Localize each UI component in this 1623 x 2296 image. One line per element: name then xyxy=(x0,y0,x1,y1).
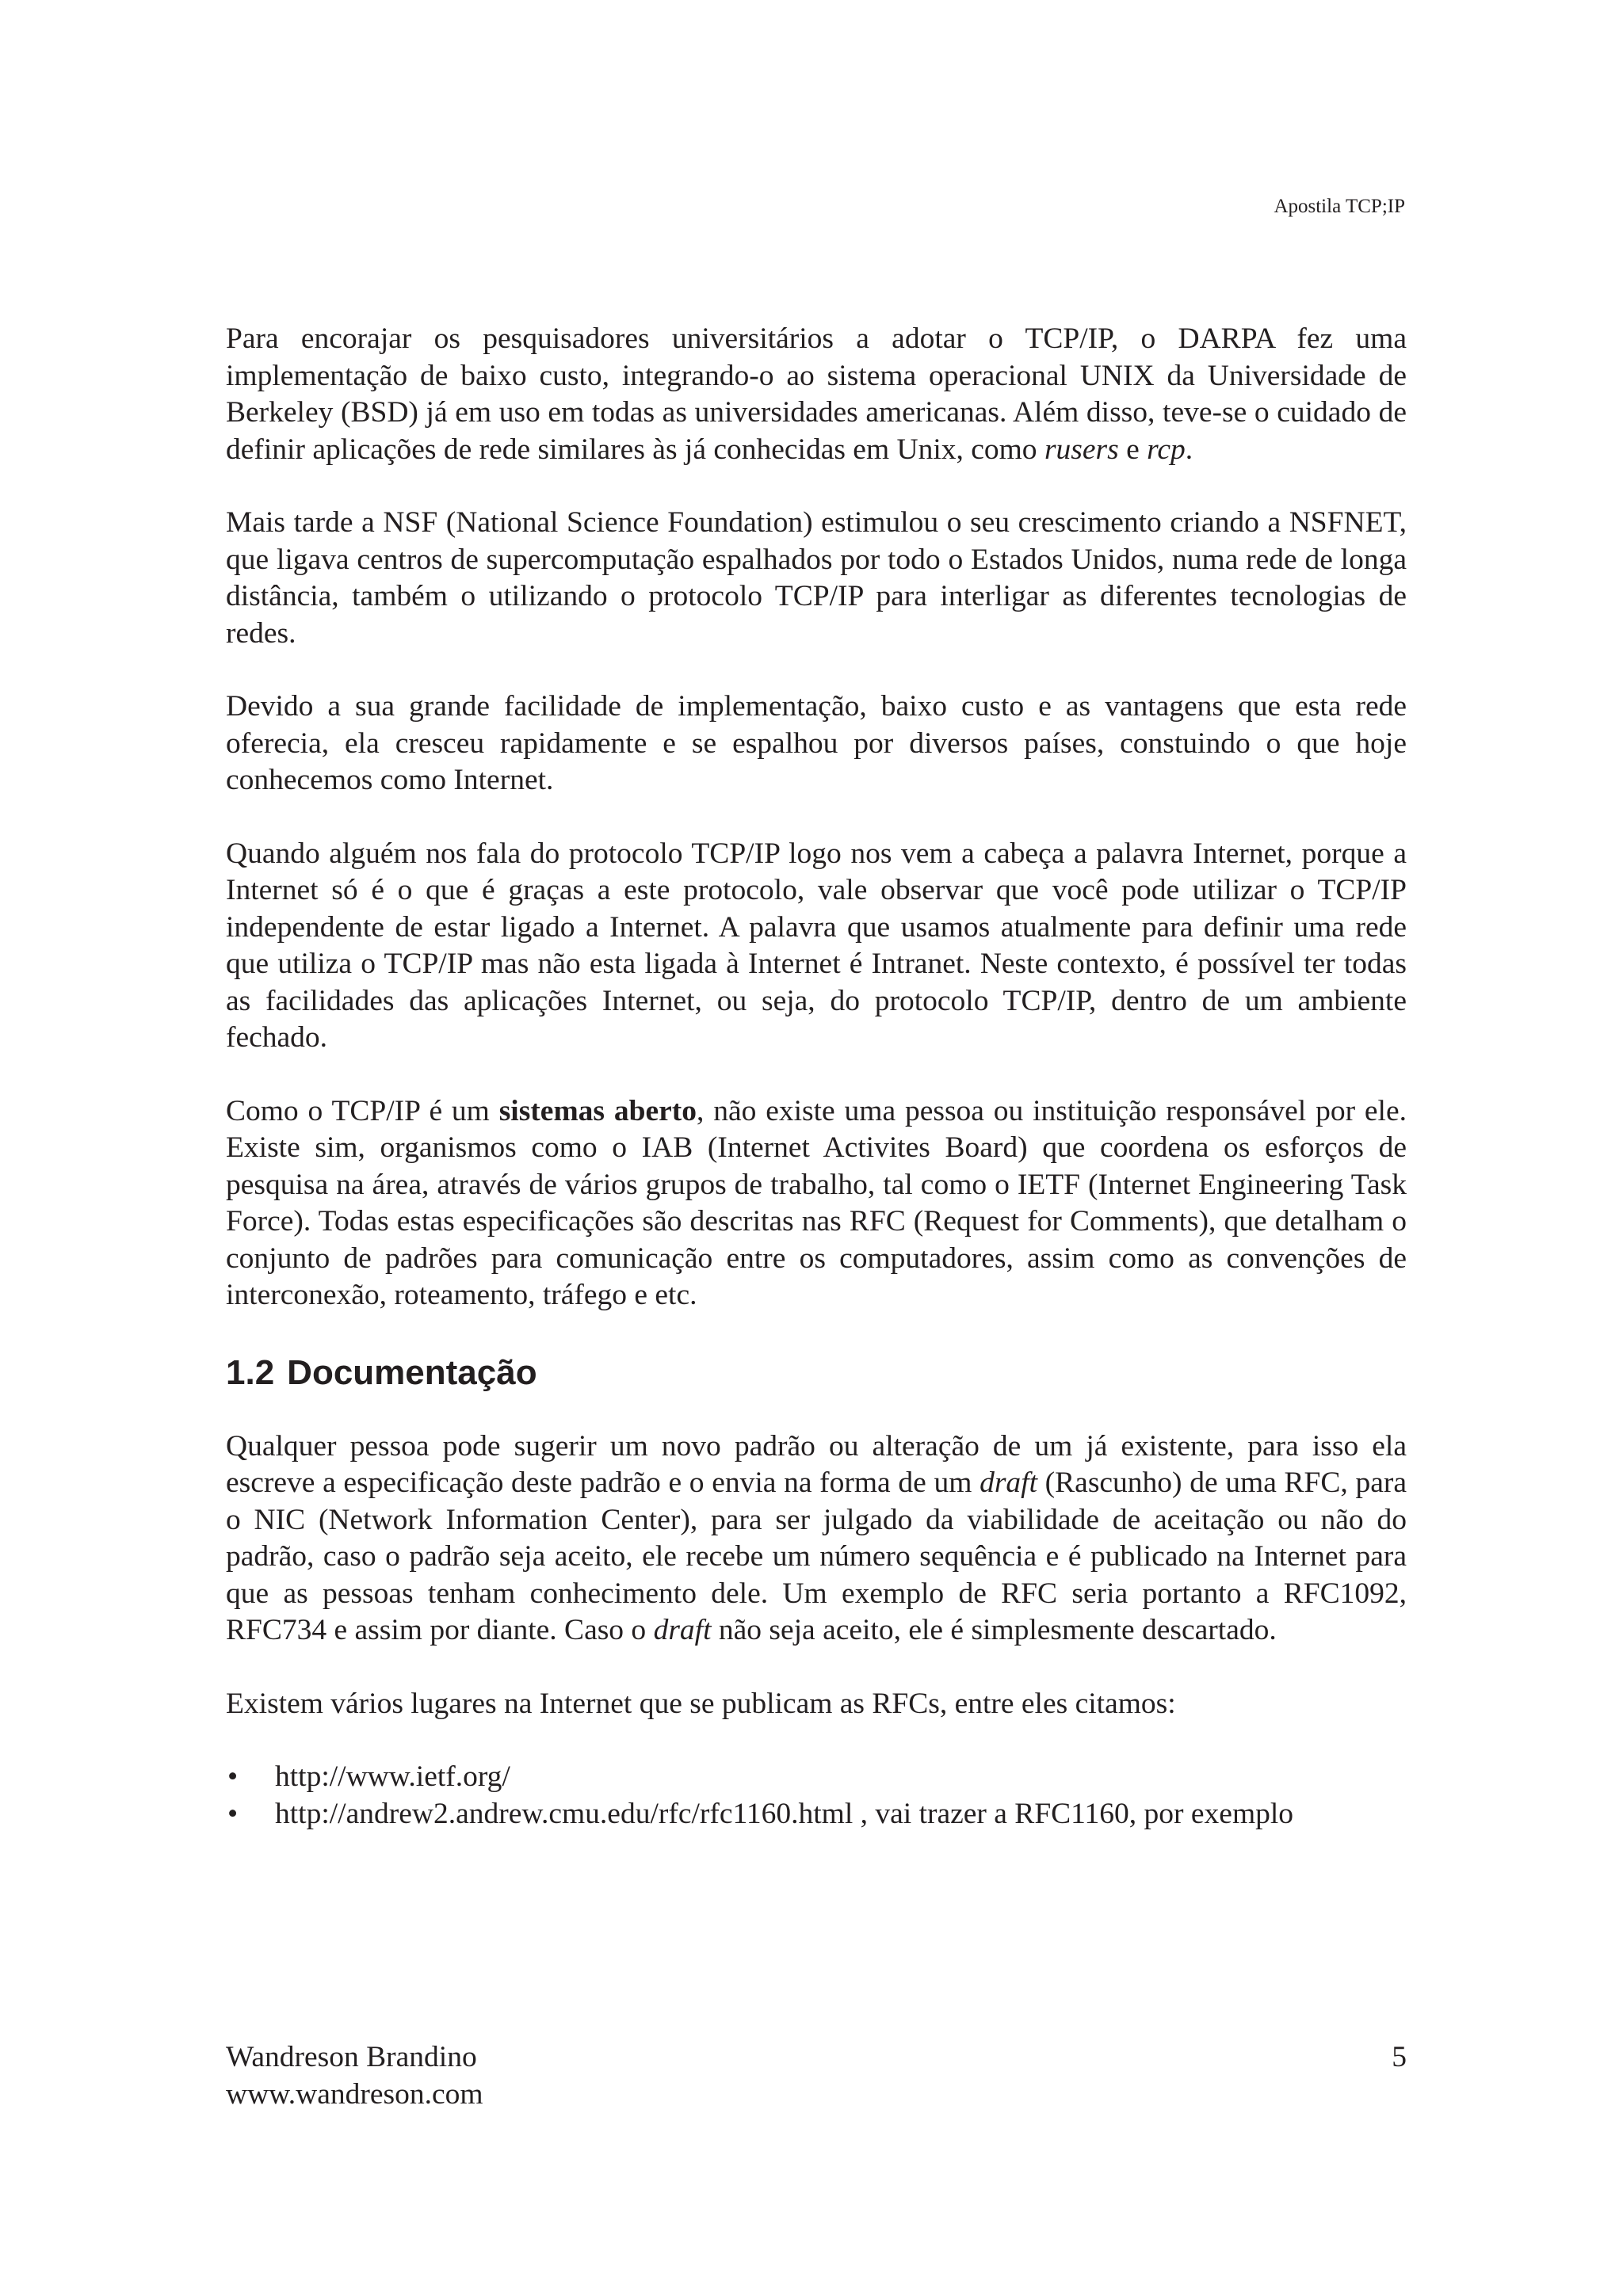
bold-open-system: sistemas aberto xyxy=(498,1094,697,1127)
emphasis-draft: draft xyxy=(980,1466,1037,1499)
paragraph-text: . xyxy=(1185,433,1193,466)
paragraph-text: Qualquer pessoa pode sugerir um novo padrão ou alteração de um já existente, para isso ela escreve a especificação deste padrão e o envia na forma de um xyxy=(226,1429,1407,1499)
paragraph-open-system xyxy=(226,1093,1407,1314)
emphasis-draft: draft xyxy=(653,1614,712,1646)
paragraph-rfc-process xyxy=(226,1428,1407,1650)
paragraph-darpa xyxy=(226,321,1407,468)
paragraph-text: , não existe uma pessoa ou instituição responsável por ele. Existe sim, organismos como o IAB (Internet Activites Board) que coordena os esforços de pesquisa na área, através de vários grupos de trabalho, tal como o IETF (Internet Engineering Task Force). Todas estas especificações são descritas nas RFC (Request for Comments), que detalham o conjunto de padrões para comunicação entre os computadores, assim como as convenções de interconexão, roteamento, tráfego e etc. xyxy=(226,1094,1407,1311)
paragraph-internet: Quando alguém nos fala do protocolo TCP/IP logo nos vem a cabeça a palavra Internet, porque a Internet só é o que é graças a este protocolo, vale observar que você pode utilizar o TCP/IP independente de estar ligado a Internet. A palavra que usamos atualmente para definir uma rede que utiliza o TCP/IP mas não esta ligada à Internet é Intranet. Neste contexto, é possível ter todas as facilidades das aplicações Internet, ou seja, do protocolo TCP/IP, dentro de um ambiente fechado. xyxy=(226,837,1407,1054)
emphasis-rcp: rcp xyxy=(1147,433,1186,466)
list-item xyxy=(226,1759,1407,1796)
paragraph-growth: Devido a sua grande facilidade de implementação, baixo custo e as vantagens que esta rede oferecia, ela cresceu rapidamente e se espalhou por diversos países, constuindo o que hoje conhecemos como Internet. xyxy=(226,690,1407,796)
paragraph-text: não seja aceito, ele é simplesmente descartado. xyxy=(711,1614,1277,1646)
bullet-icon: • xyxy=(227,1760,239,1793)
paragraph-text: Para encorajar os pesquisadores universitários a adotar o TCP/IP, o DARPA fez uma implementação de baixo custo, integrando-o ao sistema operacional UNIX da Universidade de Berkeley (BSD) já em uso em todas as universidades americanas. Além disso, teve-se o cuidado de definir aplicações de rede similares às já conhecidas em Unix, como xyxy=(226,322,1407,466)
list-item xyxy=(226,1796,1407,1833)
section-number: 1.2 xyxy=(226,1352,275,1392)
footer-author: Wandreson Brandino xyxy=(226,2041,477,2073)
rfc-link-list xyxy=(226,1759,1407,1833)
emphasis-rusers: rusers xyxy=(1044,433,1119,466)
paragraph-rfc-places: Existem vários lugares na Internet que se publicam as RFCs, entre eles citamos: xyxy=(226,1687,1176,1720)
footer-website: www.wandreson.com xyxy=(226,2077,483,2111)
link-rfc1160[interactable]: http://andrew2.andrew.cmu.edu/rfc/rfc1160.html , vai trazer a RFC1160, por exemplo xyxy=(275,1797,1294,1830)
section-heading xyxy=(226,1351,1407,1395)
link-ietf[interactable]: http://www.ietf.org/ xyxy=(275,1760,510,1793)
paragraph-text: e xyxy=(1118,433,1148,466)
page-footer xyxy=(226,2039,1407,2113)
page-number: 5 xyxy=(1392,2041,1407,2073)
paragraph-text: Como o TCP/IP é um xyxy=(226,1094,499,1127)
bullet-icon: • xyxy=(227,1797,239,1830)
running-header: Apostila TCP;IP xyxy=(1274,196,1405,217)
paragraph-nsf: Mais tarde a NSF (National Science Foundation) estimulou o seu crescimento criando a NSFNET, que ligava centros de supercomputação espalhados por todo o Estados Unidos, numa rede de longa distância, também o utilizando o protocolo TCP/IP para interligar as diferentes tecnologias de redes. xyxy=(226,506,1407,650)
section-title: Documentação xyxy=(287,1352,537,1392)
page-content xyxy=(226,321,1407,1833)
paragraph-text: (Rascunho) de uma RFC, para o NIC (Network Information Center), para ser julgado da viabilidade de aceitação ou não do padrão, caso o padrão seja aceito, ele recebe um número sequência e é publicado na Internet para que as pessoas tenham conhecimento dele. Um exemplo de RFC seria portanto a RFC1092, RFC734 e assim por diante. Caso o xyxy=(226,1466,1407,1646)
